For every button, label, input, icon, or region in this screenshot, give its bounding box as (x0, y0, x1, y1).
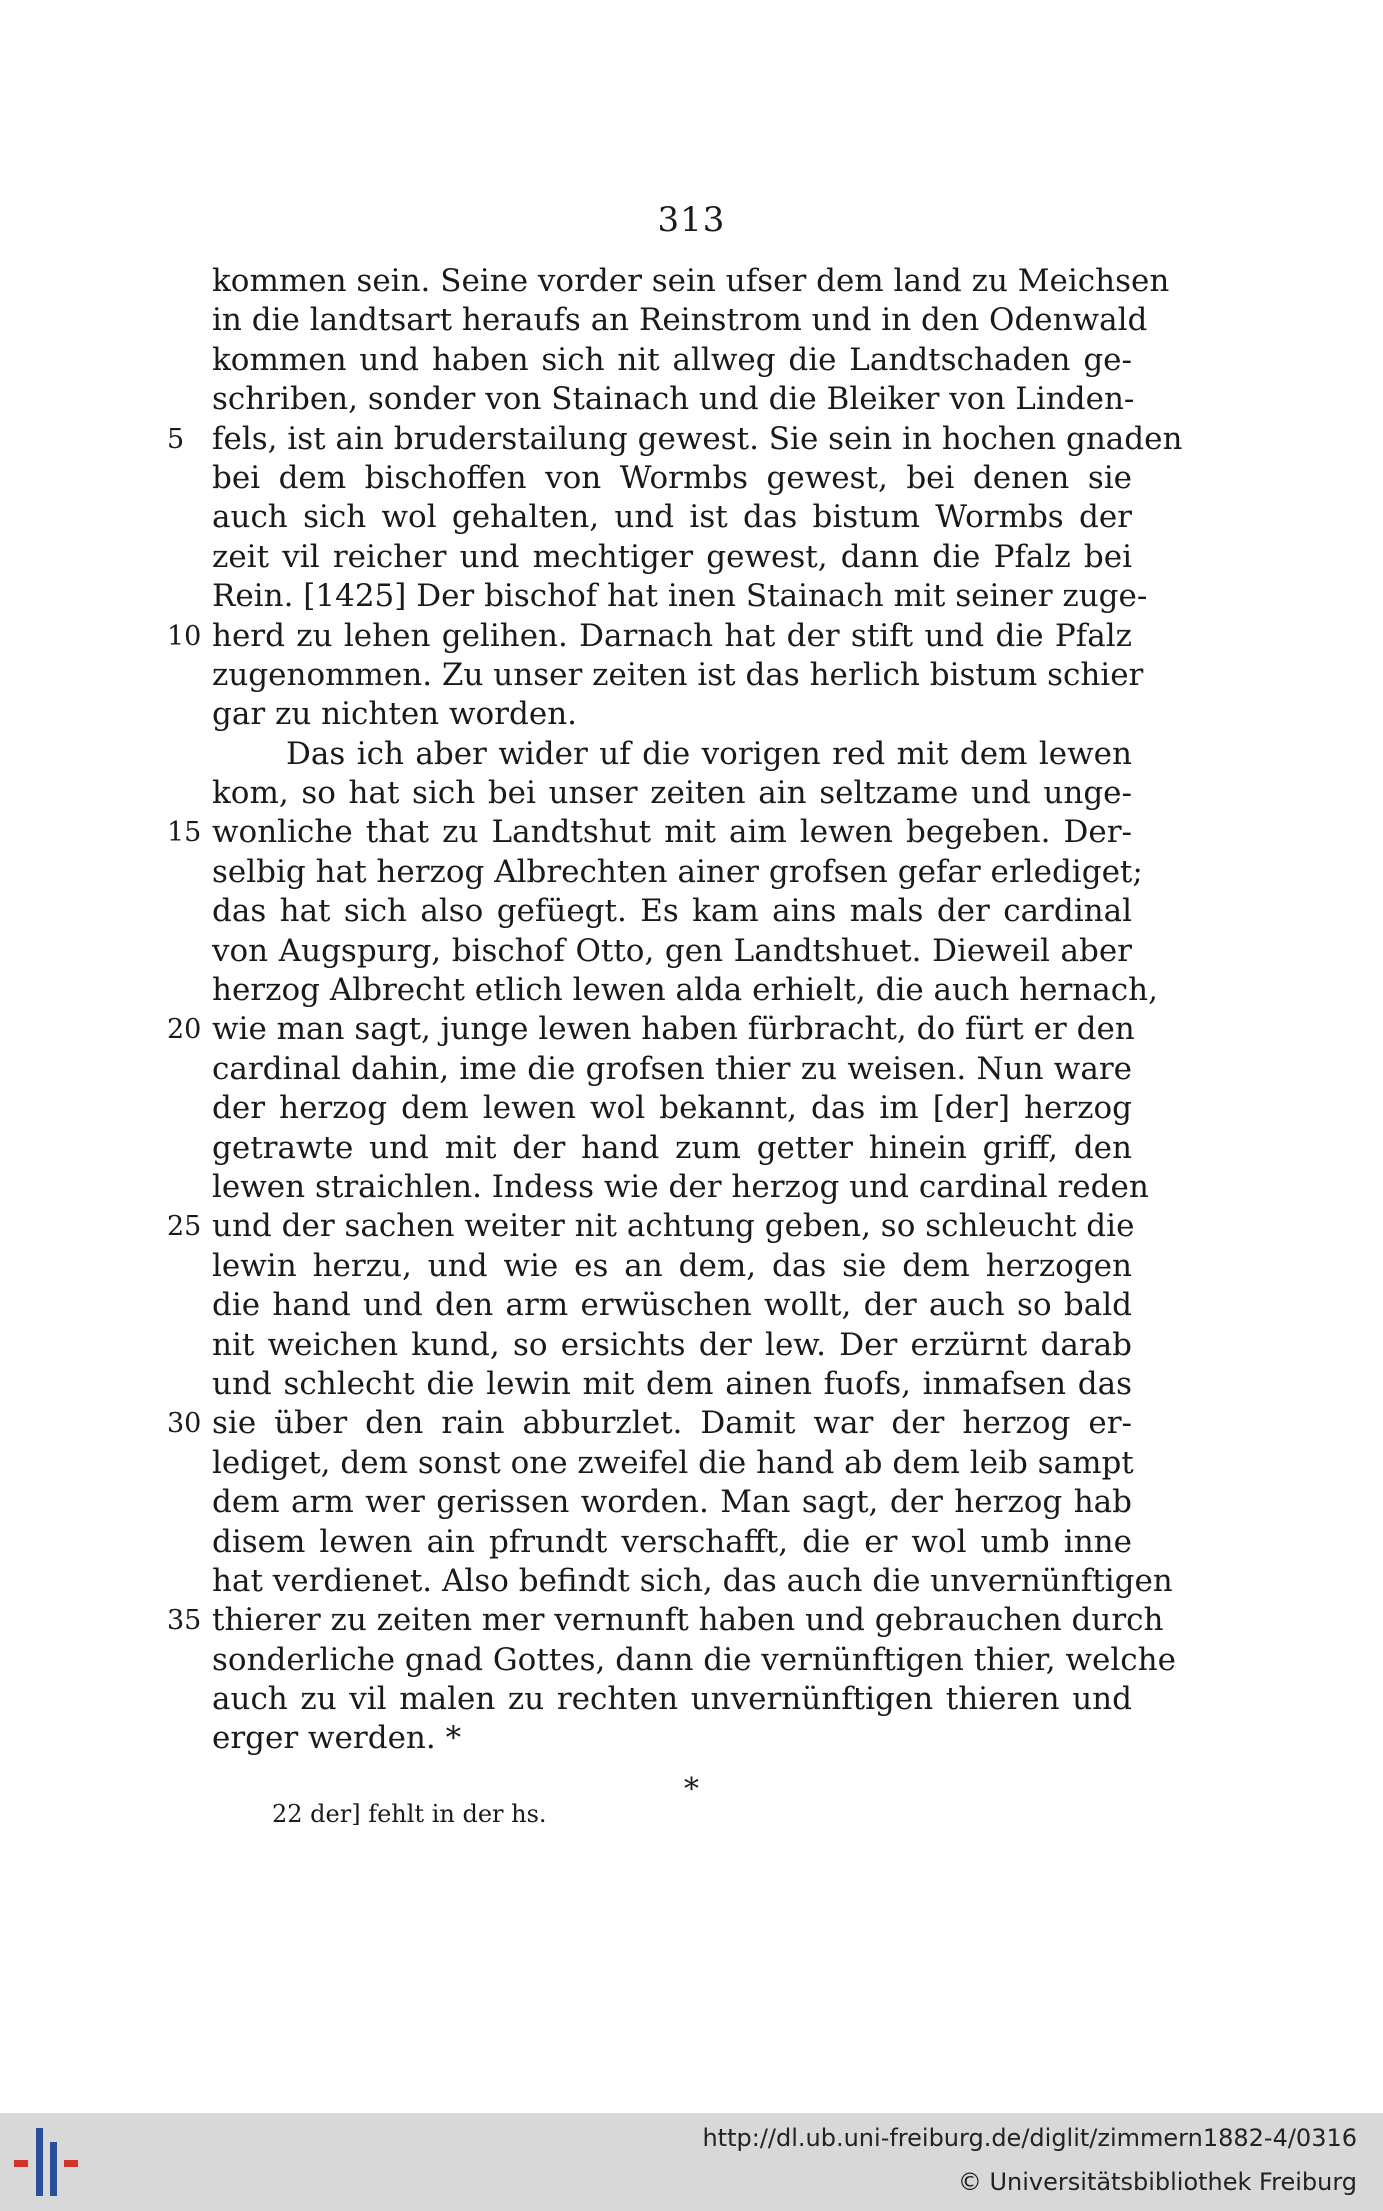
footer-copyright: © Universitätsbibliothek Freiburg (957, 2168, 1357, 2196)
text-line (212, 1286, 1132, 1325)
text-line-content: der herzog dem lewen wol bekannt, das im [der] herzog (212, 1090, 1132, 1127)
text-line-content: wonliche that zu Landtshut mit aim lewen begeben. Der- (212, 814, 1132, 851)
line-number: 5 (167, 423, 185, 455)
text-line-content: getrawte und mit der hand zum getter hinein griff, den (212, 1129, 1132, 1166)
text-line-content: zugenommen. Zu unser zeiten ist das herlich bistum schier (212, 656, 1144, 693)
text-line-content: hat verdienet. Also befindt sich, das auch die unvernünftigen (212, 1562, 1173, 1599)
text-line-content: und schlecht die lewin mit dem ainen fuofs, inmafsen das (212, 1365, 1132, 1402)
text-line (167, 420, 1183, 459)
text-line (212, 262, 1170, 301)
text-line (212, 932, 1132, 971)
text-line (212, 380, 1135, 419)
section-end-asterisk: * (684, 1772, 699, 1807)
text-line (212, 301, 1148, 340)
text-line-content: in die landtsart heraufs an Reinstrom und in den Odenwald (212, 302, 1148, 339)
text-line (212, 1326, 1132, 1365)
text-line (212, 1680, 1132, 1719)
text-line (212, 853, 1143, 892)
text-line (167, 1601, 1164, 1640)
page-number: 313 (657, 200, 726, 240)
text-line-content: lediget, dem sonst one zweifel die hand ab dem leib sampt (212, 1444, 1134, 1481)
line-number: 30 (167, 1408, 202, 1440)
text-line (212, 577, 1148, 616)
text-line-content: bei dem bischoffen von Wormbs gewest, bei denen sie (212, 459, 1132, 496)
text-line-content: die hand und den arm erwüschen wollt, der auch so bald (212, 1287, 1132, 1324)
text-line (212, 1641, 1176, 1680)
text-line (212, 735, 1132, 774)
text-line-content: wie man sagt, junge lewen haben fürbracht, do fürt er den (212, 1011, 1135, 1048)
text-line (212, 1365, 1132, 1404)
text-line (212, 774, 1132, 813)
text-line-content: gar zu nichten worden. (212, 696, 578, 733)
text-line (212, 656, 1144, 695)
text-line-content: Das ich aber wider uf die vorigen red mit dem lewen (286, 735, 1132, 772)
text-line-content: auch sich wol gehalten, und ist das bistum Wormbs der (212, 499, 1132, 536)
text-line-content: cardinal dahin, ime die grofsen thier zu weisen. Nun ware (212, 1050, 1132, 1087)
line-number: 20 (167, 1014, 202, 1046)
text-line-content: disem lewen ain pfrundt verschafft, die er wol umb inne (212, 1523, 1132, 1560)
footer-url-link[interactable]: http://dl.ub.uni-freiburg.de/diglit/zimmern1882-4/0316 (702, 2124, 1357, 2152)
text-line (212, 459, 1132, 498)
text-line (167, 617, 1132, 656)
text-line (212, 1562, 1173, 1601)
text-line-content: erger werden. * (212, 1720, 462, 1757)
line-number: 25 (167, 1211, 202, 1243)
line-number: 35 (167, 1605, 202, 1637)
text-line (212, 1050, 1132, 1089)
text-line-content: dem arm wer gerissen worden. Man sagt, der herzog hab (212, 1484, 1132, 1521)
text-line (212, 1168, 1149, 1207)
text-line (212, 1523, 1132, 1562)
text-line-content: nit weichen kund, so ersichts der lew. Der erzürnt darab (212, 1326, 1132, 1363)
text-line (212, 1444, 1132, 1483)
text-line-content: sonderliche gnad Gottes, dann die vernünftigen thier, welche (212, 1641, 1176, 1678)
text-line-content: fels, ist ain bruderstailung gewest. Sie sein in hochen gnaden (212, 420, 1183, 457)
text-line-content: kom, so hat sich bei unser zeiten ain seltzame und unge- (212, 775, 1132, 812)
text-line (212, 695, 1132, 734)
text-line (212, 892, 1132, 931)
text-line (167, 1404, 1132, 1443)
text-line-content: thierer zu zeiten mer vernunft haben und gebrauchen durch (212, 1602, 1164, 1639)
text-line-content: lewen straichlen. Indess wie der herzog und cardinal reden (212, 1168, 1149, 1205)
text-line (167, 1010, 1135, 1049)
text-line-content: Rein. [1425] Der bischof hat inen Stainach mit seiner zuge- (212, 578, 1148, 615)
text-line (212, 1089, 1132, 1128)
text-line (212, 341, 1132, 380)
footnote: 22 der] fehlt in der hs. (272, 1800, 547, 1828)
text-line-content: und der sachen weiter nit achtung geben, so schleucht die (212, 1208, 1135, 1245)
text-line-content: auch zu vil malen zu rechten unvernünftigen thieren und (212, 1681, 1132, 1718)
text-line (212, 1483, 1132, 1522)
text-line-content: kommen und haben sich nit allweg die Landtschaden ge- (212, 341, 1132, 378)
text-line-content: von Augspurg, bischof Otto, gen Landtshuet. Dieweil aber (212, 932, 1132, 969)
text-line-content: schriben, sonder von Stainach und die Bleiker von Linden- (212, 381, 1135, 418)
text-line-content: herd zu lehen gelihen. Darnach hat der stift und die Pfalz (212, 617, 1132, 654)
text-line (167, 813, 1132, 852)
text-line (167, 1207, 1135, 1246)
text-line (212, 1719, 1132, 1758)
text-line-content: selbig hat herzog Albrechten ainer grofsen gefar erlediget; (212, 853, 1143, 890)
main-text (167, 262, 1183, 1759)
text-line (212, 971, 1158, 1010)
line-number: 10 (167, 620, 202, 652)
line-number: 15 (167, 817, 202, 849)
text-line (212, 1129, 1132, 1168)
text-line-content: herzog Albrecht etlich lewen alda erhielt, die auch hernach, (212, 972, 1158, 1009)
text-line-content: zeit vil reicher und mechtiger gewest, dann die Pfalz bei (212, 538, 1132, 575)
text-line (212, 538, 1132, 577)
text-line-content: lewin herzu, und wie es an dem, das sie dem herzogen (212, 1247, 1132, 1284)
library-logo-icon (12, 2120, 88, 2204)
text-line-content: kommen sein. Seine vorder sein ufser dem land zu Meichsen (212, 263, 1170, 299)
text-line (212, 498, 1132, 537)
text-line-content: sie über den rain abburzlet. Damit war der herzog er- (212, 1405, 1132, 1442)
text-line-content: das hat sich also gefüegt. Es kam ains mals der cardinal (212, 893, 1132, 930)
text-line (212, 1247, 1132, 1286)
